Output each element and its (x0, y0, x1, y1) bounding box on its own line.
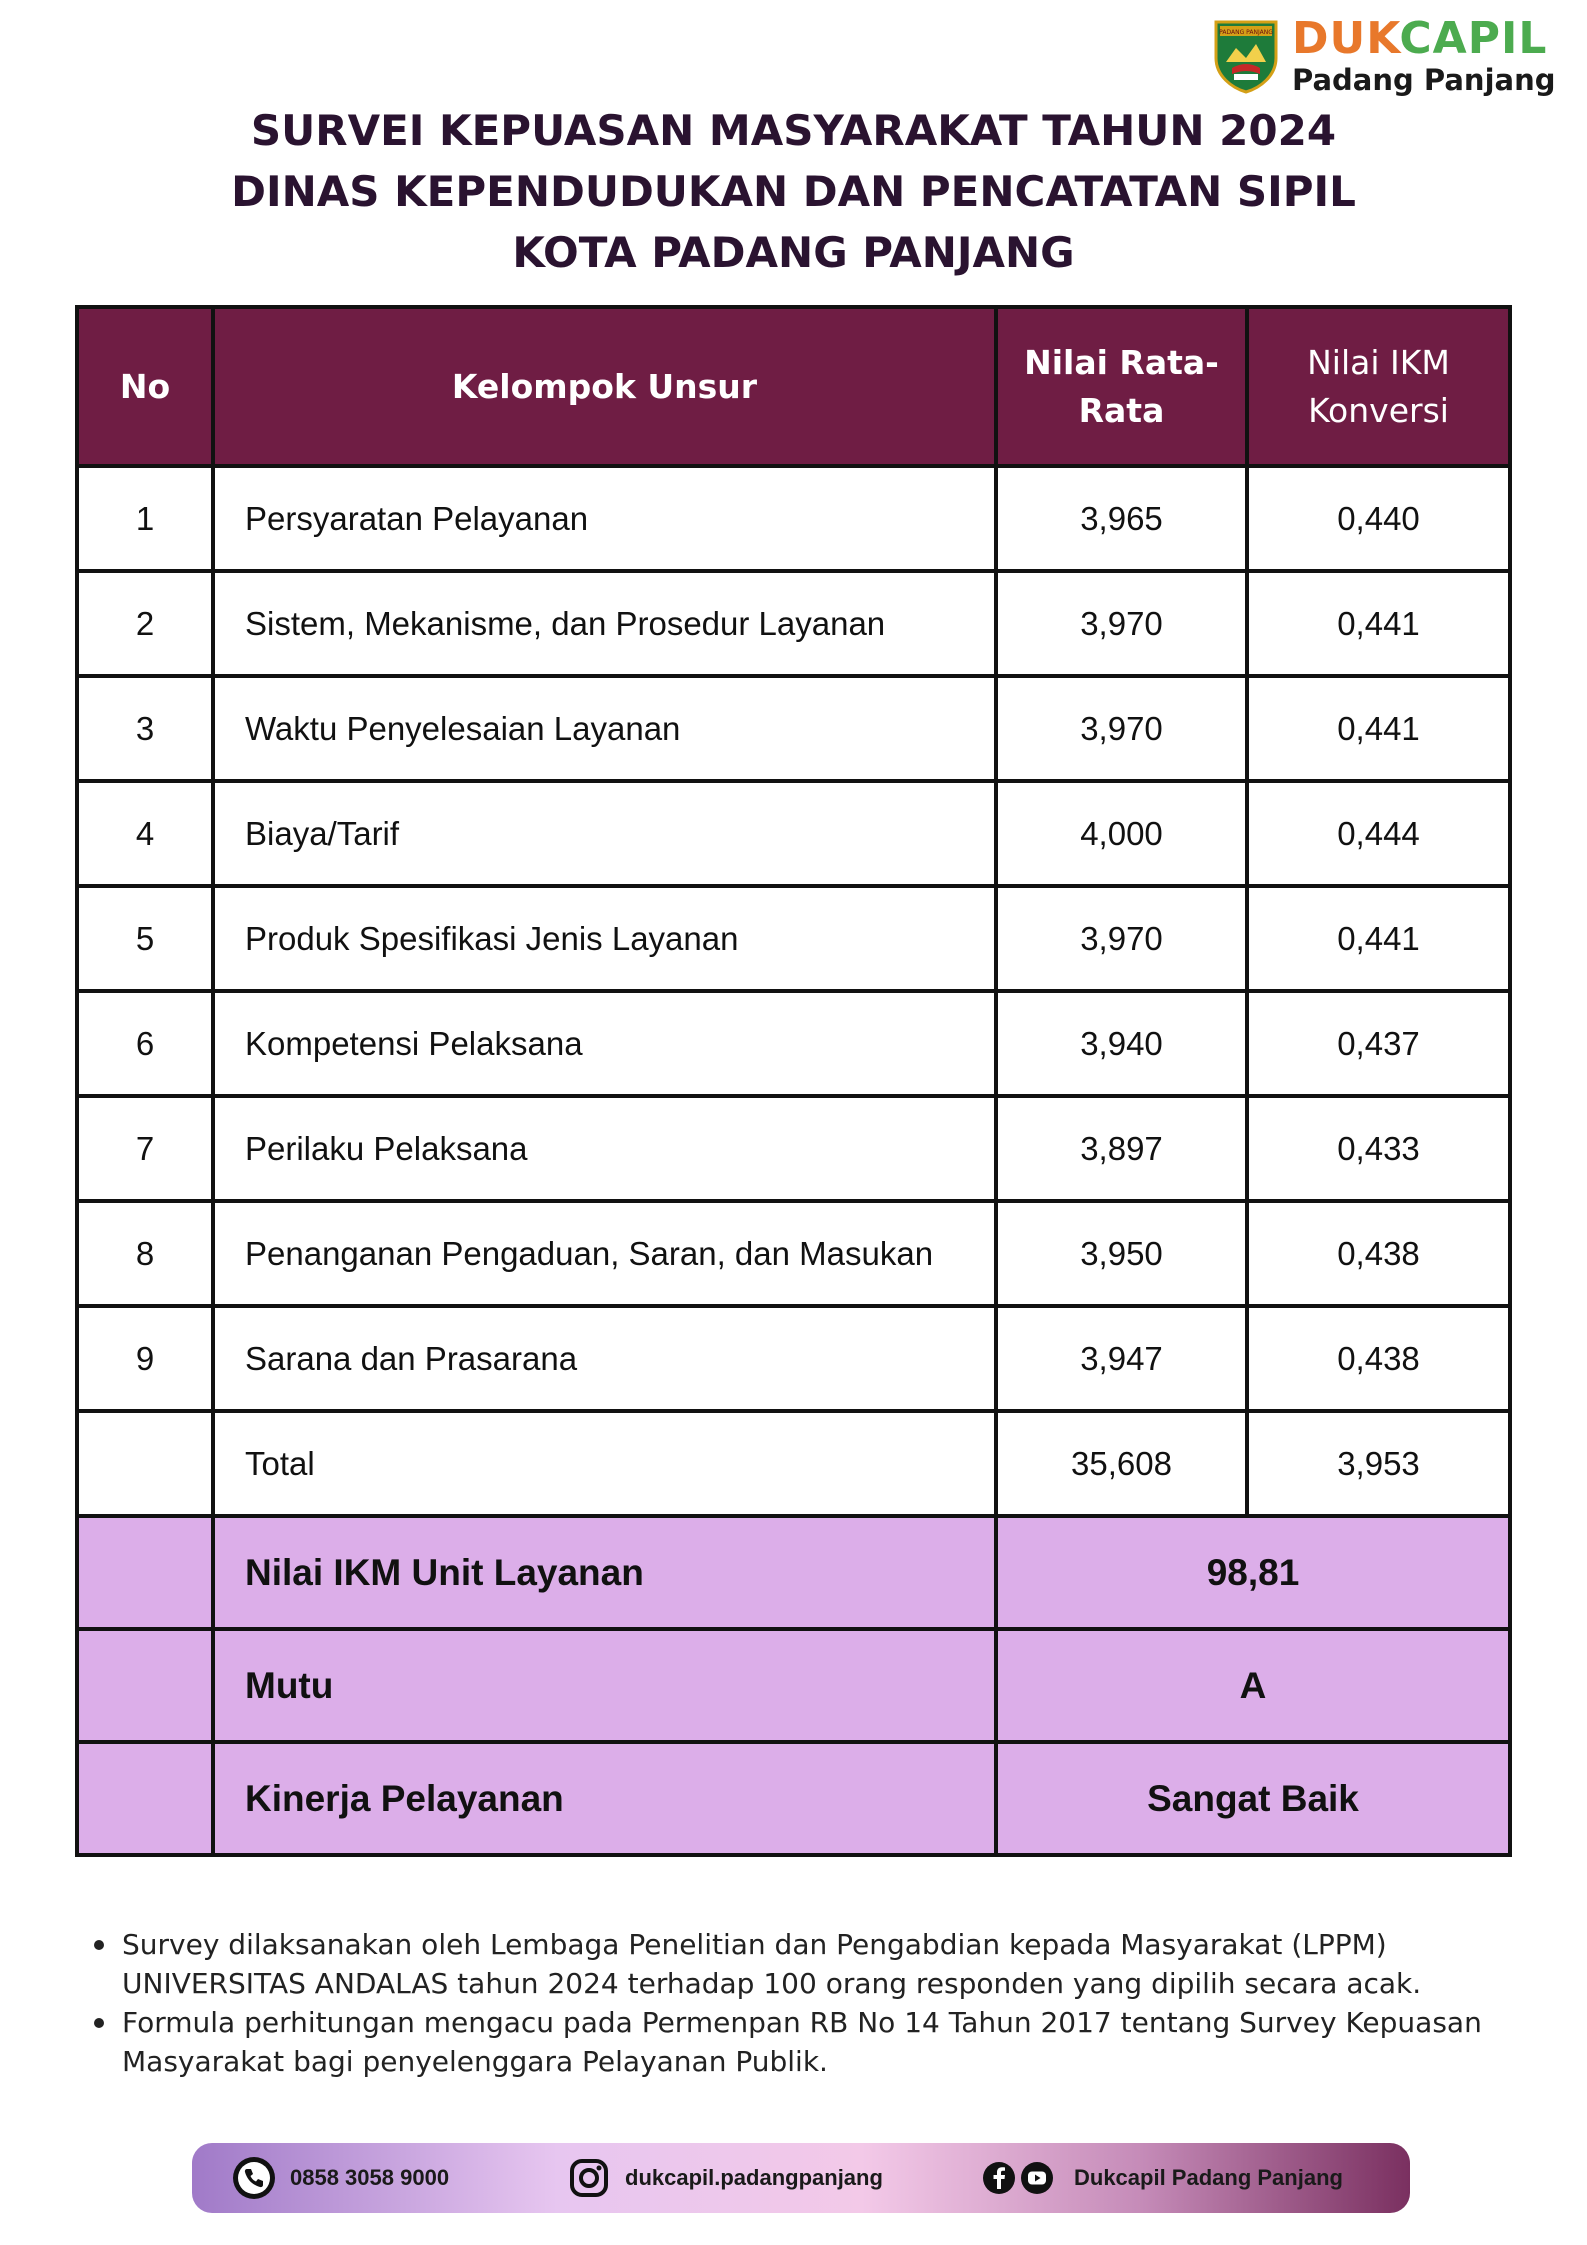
cell-konversi: 0,433 (1247, 1096, 1510, 1201)
social-name: Dukcapil Padang Panjang (1074, 2165, 1343, 2190)
cell-no: 4 (77, 781, 213, 886)
title-line-1: SURVEI KEPUASAN MASYARAKAT TAHUN 2024 (250, 106, 1337, 155)
cell-rata: 3,947 (996, 1306, 1247, 1411)
contact-phone[interactable] (232, 2143, 449, 2213)
page-title (0, 100, 1587, 283)
table-row (77, 466, 1510, 571)
summary-value: Sangat Baik (996, 1742, 1510, 1855)
total-rata: 35,608 (996, 1411, 1247, 1516)
table-row (77, 781, 1510, 886)
instagram-icon (567, 2156, 611, 2200)
cell-no-empty (77, 1516, 213, 1629)
summary-label: Kinerja Pelayanan (213, 1742, 996, 1855)
cell-no: 5 (77, 886, 213, 991)
cell-rata: 4,000 (996, 781, 1247, 886)
summary-label: Nilai IKM Unit Layanan (213, 1516, 996, 1629)
table-row (77, 571, 1510, 676)
table-row (77, 1306, 1510, 1411)
header-no: No (77, 307, 213, 466)
brand-name: DUKCAPIL (1292, 13, 1548, 64)
cell-rata: 3,970 (996, 676, 1247, 781)
header-nilai-ikm-konversi: Nilai IKM Konversi (1247, 307, 1510, 466)
bullet-icon (94, 1940, 104, 1950)
cell-no-empty (77, 1411, 213, 1516)
cell-rata: 3,970 (996, 886, 1247, 991)
summary-value: A (996, 1629, 1510, 1742)
table-row (77, 886, 1510, 991)
title-line-2: DINAS KEPENDUDUKAN DAN PENCATATAN SIPIL (231, 167, 1356, 216)
shield-emblem-icon (1212, 18, 1280, 94)
cell-unsur: Sistem, Mekanisme, dan Prosedur Layanan (213, 571, 996, 676)
total-label: Total (213, 1411, 996, 1516)
cell-no: 3 (77, 676, 213, 781)
ikm-table (75, 305, 1512, 1857)
cell-unsur: Kompetensi Pelaksana (213, 991, 996, 1096)
summary-row-nilai-ikm (77, 1516, 1510, 1629)
contact-instagram[interactable] (567, 2143, 883, 2213)
phone-number: 0858 3058 9000 (290, 2165, 450, 2190)
dukcapil-logo (1212, 13, 1556, 97)
cell-unsur: Biaya/Tarif (213, 781, 996, 886)
cell-unsur: Produk Spesifikasi Jenis Layanan (213, 886, 996, 991)
contact-bar (192, 2143, 1410, 2213)
title-line-3: KOTA PADANG PANJANG (512, 228, 1075, 277)
cell-konversi: 0,438 (1247, 1306, 1510, 1411)
cell-no: 8 (77, 1201, 213, 1306)
instagram-handle: dukcapil.padangpanjang (625, 2165, 883, 2190)
table-row (77, 676, 1510, 781)
cell-rata: 3,965 (996, 466, 1247, 571)
table-row (77, 991, 1510, 1096)
total-konversi: 3,953 (1247, 1411, 1510, 1516)
footnote-item: Survey dilaksanakan oleh Lembaga Penelitian dan Pengabdian kepada Masyarakat (LPPM) UNIVERSITAS ANDALAS tahun 2024 terhadap 100 orang responden yang dipilih secara acak. (90, 1925, 1510, 2003)
cell-unsur: Penanganan Pengaduan, Saran, dan Masukan (213, 1201, 996, 1306)
cell-no: 6 (77, 991, 213, 1096)
header-nilai-rata-rata: Nilai Rata- Rata (996, 307, 1247, 466)
cell-no: 2 (77, 571, 213, 676)
cell-konversi: 0,440 (1247, 466, 1510, 571)
table-row (77, 1201, 1510, 1306)
table-row (77, 1096, 1510, 1201)
contact-social[interactable] (982, 2143, 1343, 2213)
svg-text:PADANG PANJANG: PADANG PANJANG (1219, 29, 1273, 36)
brand-subtitle: Padang Panjang (1292, 63, 1556, 97)
phone-icon (232, 2156, 276, 2200)
total-row (77, 1411, 1510, 1516)
cell-unsur: Waktu Penyelesaian Layanan (213, 676, 996, 781)
cell-no-empty (77, 1629, 213, 1742)
youtube-icon (1020, 2161, 1054, 2195)
cell-rata: 3,950 (996, 1201, 1247, 1306)
summary-label: Mutu (213, 1629, 996, 1742)
cell-unsur: Perilaku Pelaksana (213, 1096, 996, 1201)
cell-konversi: 0,441 (1247, 676, 1510, 781)
cell-rata: 3,940 (996, 991, 1247, 1096)
cell-unsur: Sarana dan Prasarana (213, 1306, 996, 1411)
footnotes (90, 1925, 1510, 2081)
facebook-icon (982, 2161, 1016, 2195)
cell-no-empty (77, 1742, 213, 1855)
cell-unsur: Persyaratan Pelayanan (213, 466, 996, 571)
cell-konversi: 0,437 (1247, 991, 1510, 1096)
bullet-icon (94, 2018, 104, 2028)
cell-no: 7 (77, 1096, 213, 1201)
cell-rata: 3,897 (996, 1096, 1247, 1201)
header-kelompok-unsur: Kelompok Unsur (213, 307, 996, 466)
cell-rata: 3,970 (996, 571, 1247, 676)
cell-no: 9 (77, 1306, 213, 1411)
summary-row-mutu (77, 1629, 1510, 1742)
cell-konversi: 0,444 (1247, 781, 1510, 886)
cell-konversi: 0,441 (1247, 571, 1510, 676)
cell-konversi: 0,438 (1247, 1201, 1510, 1306)
cell-no: 1 (77, 466, 213, 571)
summary-value: 98,81 (996, 1516, 1510, 1629)
cell-konversi: 0,441 (1247, 886, 1510, 991)
table-header-row (77, 307, 1510, 466)
summary-row-kinerja (77, 1742, 1510, 1855)
footnote-item: Formula perhitungan mengacu pada Permenpan RB No 14 Tahun 2017 tentang Survey Kepuasan Masyarakat bagi penyelenggara Pelayanan Publik. (90, 2003, 1510, 2081)
